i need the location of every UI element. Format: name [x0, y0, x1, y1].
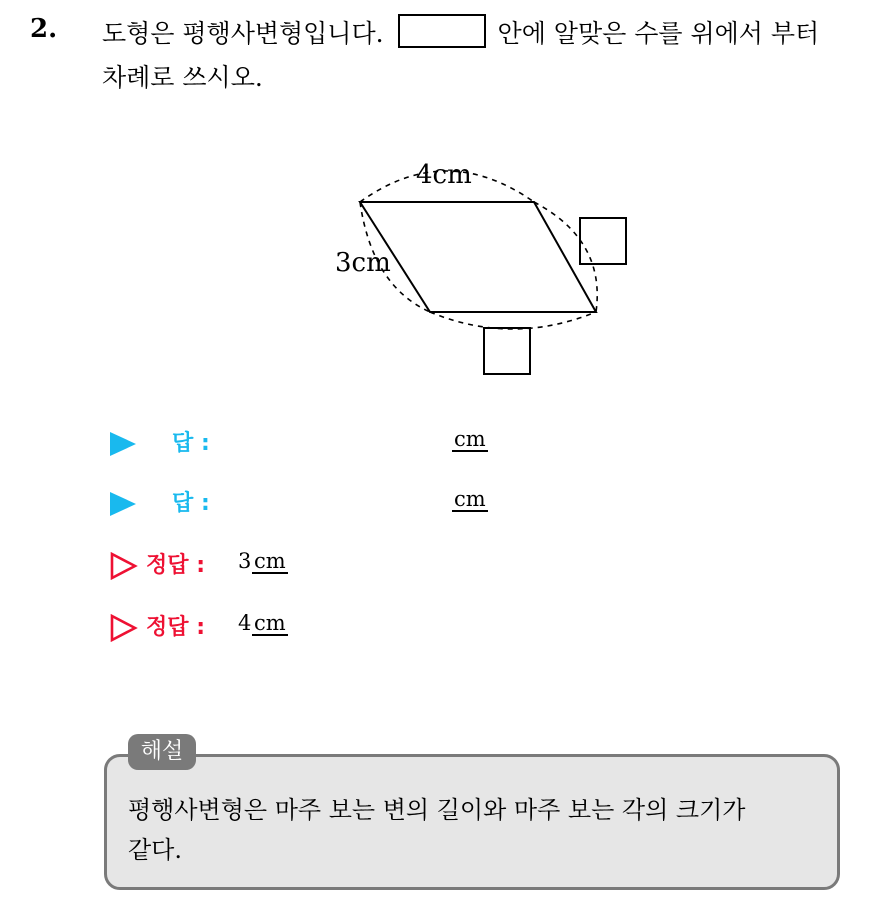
correct-answer-label: 정답 :: [146, 553, 205, 578]
explanation-tab: 해설: [128, 734, 196, 770]
outline-arrow-icon: [110, 552, 138, 580]
bottom-dashed-arc: [430, 312, 596, 329]
correct-answer-unit: cm: [254, 549, 286, 573]
outline-arrow-icon: [110, 614, 138, 642]
correct-answer-unit: cm: [254, 611, 286, 635]
question-text-before-box: 도형은 평행사변형입니다.: [102, 19, 384, 48]
play-arrow-icon: [110, 492, 136, 516]
top-side-label: 4cm: [416, 160, 472, 190]
answer-unit: cm: [454, 487, 486, 511]
play-arrow-icon: [110, 432, 136, 456]
correct-answer-value: 4: [238, 611, 252, 635]
bottom-side-blank-box: [484, 328, 530, 374]
explanation-line-1: 평행사변형은 마주 보는 변의 길이와 마주 보는 각의 크기가: [128, 796, 746, 824]
answer-unit: cm: [454, 427, 486, 451]
correct-answer-value: 3: [238, 549, 252, 573]
question-number: 2.: [30, 14, 58, 44]
right-side-blank-box: [580, 218, 626, 264]
question-text-after-box: 안에 알맞은 수를 위에서 부터: [497, 19, 820, 48]
explanation-line-2: 같다.: [128, 836, 182, 864]
answer-label: 답 :: [172, 491, 210, 516]
left-side-label: 3cm: [335, 248, 391, 278]
question-text-line-2: 차례로 쓰시오.: [102, 63, 263, 92]
parallelogram-figure: [0, 0, 884, 420]
answer-label: 답 :: [172, 431, 210, 456]
correct-answer-label: 정답 :: [146, 615, 205, 640]
